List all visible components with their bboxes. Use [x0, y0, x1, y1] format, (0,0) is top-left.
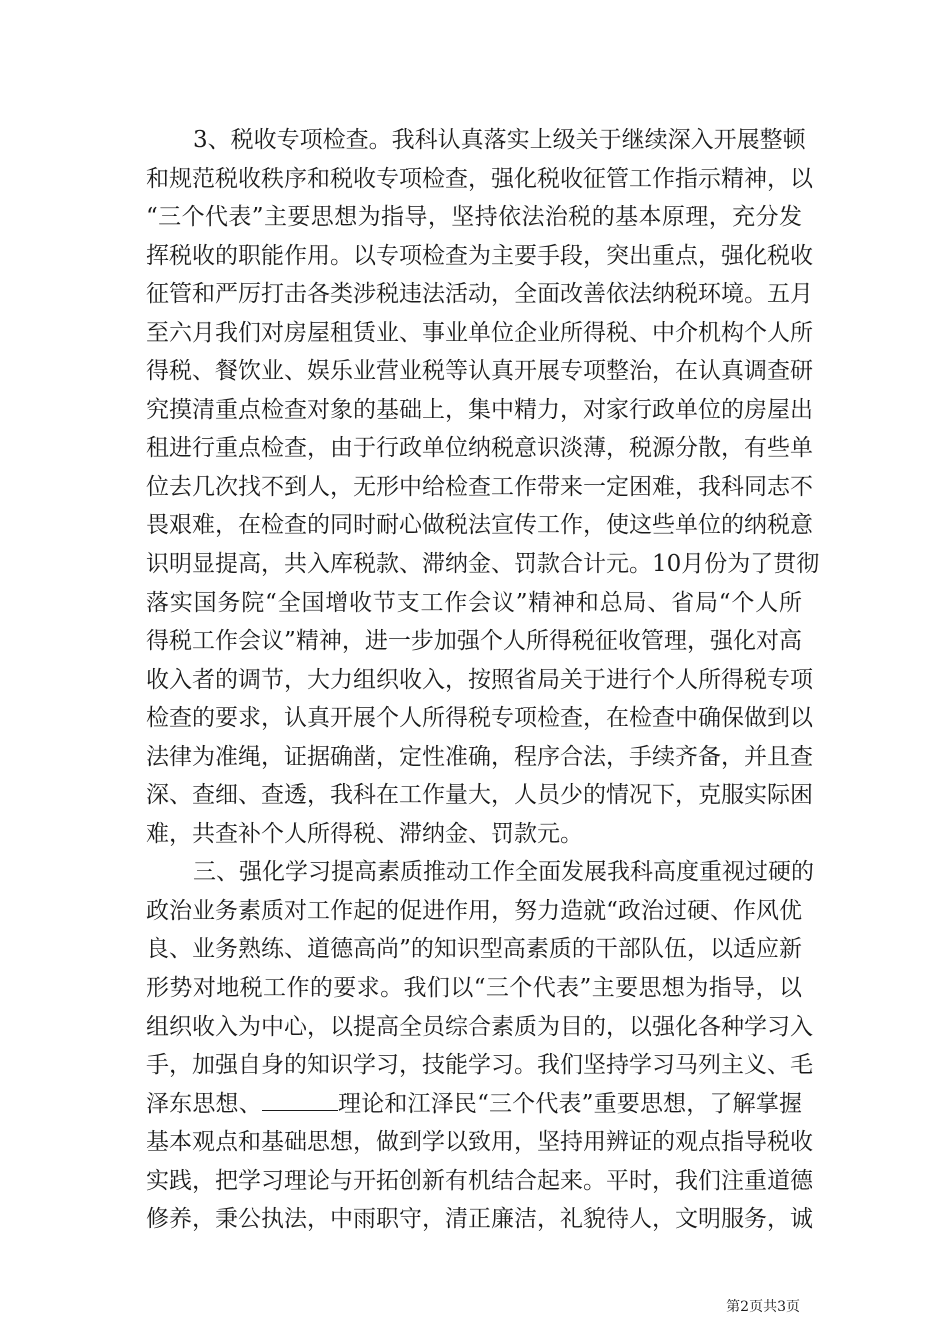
text-line: 租进行重点检查，由于行政单位纳税意识淡薄，税源分散，有些单: [146, 435, 813, 462]
text-line: 和规范税收秩序和税收专项检查，强化税收征管工作指示精神，以: [146, 165, 813, 192]
text-line: 3、税收专项检查。我科认真落实上级关于继续深入开展整顿: [193, 127, 806, 153]
text-line: 法律为准绳，证据确凿，定性准确，程序合法，手续齐备，并且查: [146, 743, 813, 770]
text-after-blank: 理论和江泽民“三个代表”重要思想，了解掌握: [337, 1090, 802, 1117]
text-line: 手，加强自身的知识学习，技能学习。我们坚持学习马列主义、毛: [146, 1052, 813, 1079]
text-line: 难，共查补个人所得税、滞纳金、罚款元。: [146, 820, 583, 847]
text-line: 至六月我们对房屋租赁业、事业单位企业所得税、中介机构个人所: [146, 319, 813, 346]
text-line: 究摸清重点检查对象的基础上，集中精力，对家行政单位的房屋出: [146, 396, 813, 423]
text-line: 得税、餐饮业、娱乐业营业税等认真开展专项整治，在认真调查研: [146, 358, 813, 385]
document-body: [146, 121, 820, 1239]
text-line: 三、强化学习提高素质推动工作全面发展我科高度重视过硬的: [193, 859, 814, 886]
text-line: 政治业务素质对工作起的促进作用，努力造就“政治过硬、作风优: [146, 897, 802, 924]
text-line: 实践，把学习理论与开拓创新有机结合起来。平时，我们注重道德: [146, 1167, 813, 1194]
text-line: 识明显提高，共入库税款、滞纳金、罚款合计元。10月份为了贯彻: [146, 551, 820, 578]
text-line: 收入者的调节，大力组织收入，按照省局关于进行个人所得税专项: [146, 666, 813, 693]
text-line: 修养，秉公执法，中雨职守，清正廉洁，礼貌待人，文明服务，诚: [146, 1206, 813, 1233]
text-line: 良、业务熟练、道德高尚”的知识型高素质的干部队伍，以适应新: [146, 936, 802, 963]
text-line: 位去几次找不到人，无形中给检查工作带来一定困难，我科同志不: [146, 473, 813, 500]
text-line: 得税工作会议”精神，进一步加强个人所得税征收管理，强化对高: [146, 628, 802, 655]
text-line: 畏艰难，在检查的同时耐心做税法宣传工作，使这些单位的纳税意: [146, 512, 813, 539]
text-line: 组织收入为中心，以提高全员综合素质为目的，以强化各种学习入: [146, 1013, 813, 1040]
text-line-with-blank: [146, 1085, 802, 1124]
text-line: 深、查细、查透，我科在工作量大，人员少的情况下，克服实际困: [146, 782, 813, 809]
text-line: 征管和严厉打击各类涉税违法活动，全面改善依法纳税环境。五月: [146, 281, 813, 308]
text-line: “三个代表”主要思想为指导，坚持依法治税的基本原理，充分发: [146, 204, 802, 231]
page-number-footer: 第2页共3页: [726, 1299, 800, 1315]
text-line: 检查的要求，认真开展个人所得税专项检查，在检查中确保做到以: [146, 705, 813, 732]
text-before-blank: 泽东思想、: [146, 1090, 262, 1117]
paragraph-study-and-quality: [146, 853, 814, 1238]
paragraph-tax-special-inspection: [146, 121, 820, 853]
fill-in-blank: [262, 1108, 338, 1111]
text-line: 落实国务院“全国增收节支工作会议”精神和总局、省局“个人所: [146, 589, 802, 616]
text-line: 基本观点和基础思想，做到学以致用，坚持用辨证的观点指导税收: [146, 1129, 813, 1156]
text-line: 形势对地税工作的要求。我们以“三个代表”主要思想为指导，以: [146, 975, 802, 1002]
text-line: 挥税收的职能作用。以专项检查为主要手段，突出重点，强化税收: [146, 242, 813, 269]
